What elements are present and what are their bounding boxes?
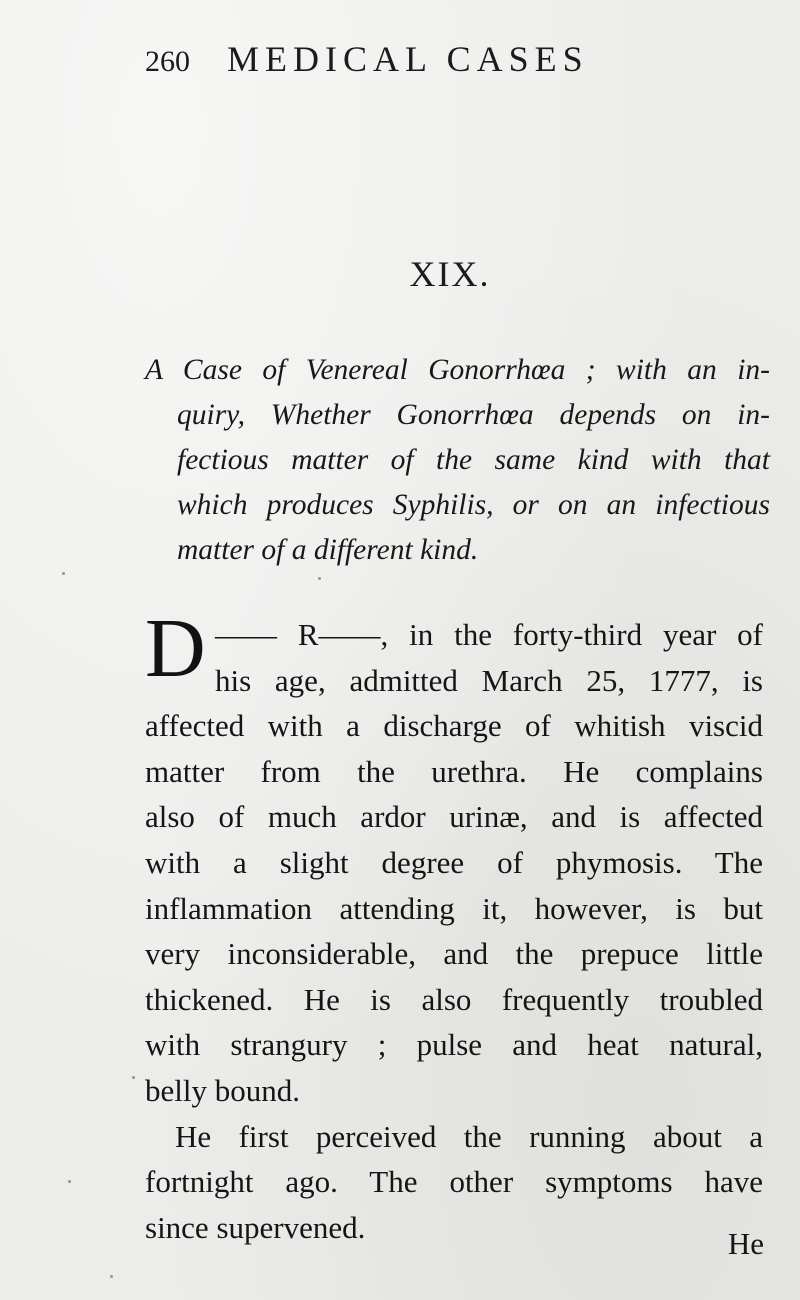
case-title-line: fectious matter of the same kind with that (177, 444, 770, 476)
body-line: matter from the urethra. He complains (145, 753, 763, 789)
body-line: very inconsiderable, and the prepuce little (145, 936, 763, 972)
case-title-line: A Case of Venereal Gonorrhœa ; with an in- (145, 354, 770, 386)
body-line: with a slight degree of phymosis. The (145, 844, 763, 880)
body-line: belly bound. (145, 1072, 300, 1108)
case-title-line: which produces Syphilis, or on an infectious (177, 489, 770, 521)
body-line: affected with a discharge of whitish viscid (145, 708, 763, 744)
body-line: He first perceived the running about a (175, 1118, 763, 1154)
body-line: since supervened. (145, 1209, 366, 1245)
body-line: fortnight ago. The other symptoms have (145, 1164, 763, 1200)
body-line: —— R——, in the forty-third year of (215, 617, 763, 652)
case-title (145, 348, 770, 573)
body-line: thickened. He is also frequently troubled (145, 981, 763, 1017)
section-number: XIX. (409, 254, 491, 294)
catchword: He (727, 1226, 764, 1261)
body-text (145, 612, 763, 1250)
drop-cap: D (145, 602, 206, 695)
page-number: 260 (145, 45, 190, 78)
body-line: with strangury ; pulse and heat natural, (145, 1027, 763, 1063)
bleed-through-shadow (120, 95, 780, 365)
body-line: also of much ardor urinæ, and is affected (145, 799, 763, 835)
body-line: inflammation attending it, however, is but (145, 890, 763, 926)
paper-speck (62, 572, 65, 575)
paper-speck (110, 1275, 113, 1278)
case-title-line: quiry, Whether Gonorrhœa depends on in- (177, 399, 770, 431)
paper-speck (132, 1076, 135, 1079)
running-head (145, 38, 775, 88)
case-title-line: matter of a different kind. (177, 534, 479, 566)
paper-speck (318, 577, 321, 580)
body-line: his age, admitted March 25, 1777, is (215, 662, 763, 698)
paper-speck (68, 1180, 71, 1183)
running-title: MEDICAL CASES (227, 39, 589, 79)
